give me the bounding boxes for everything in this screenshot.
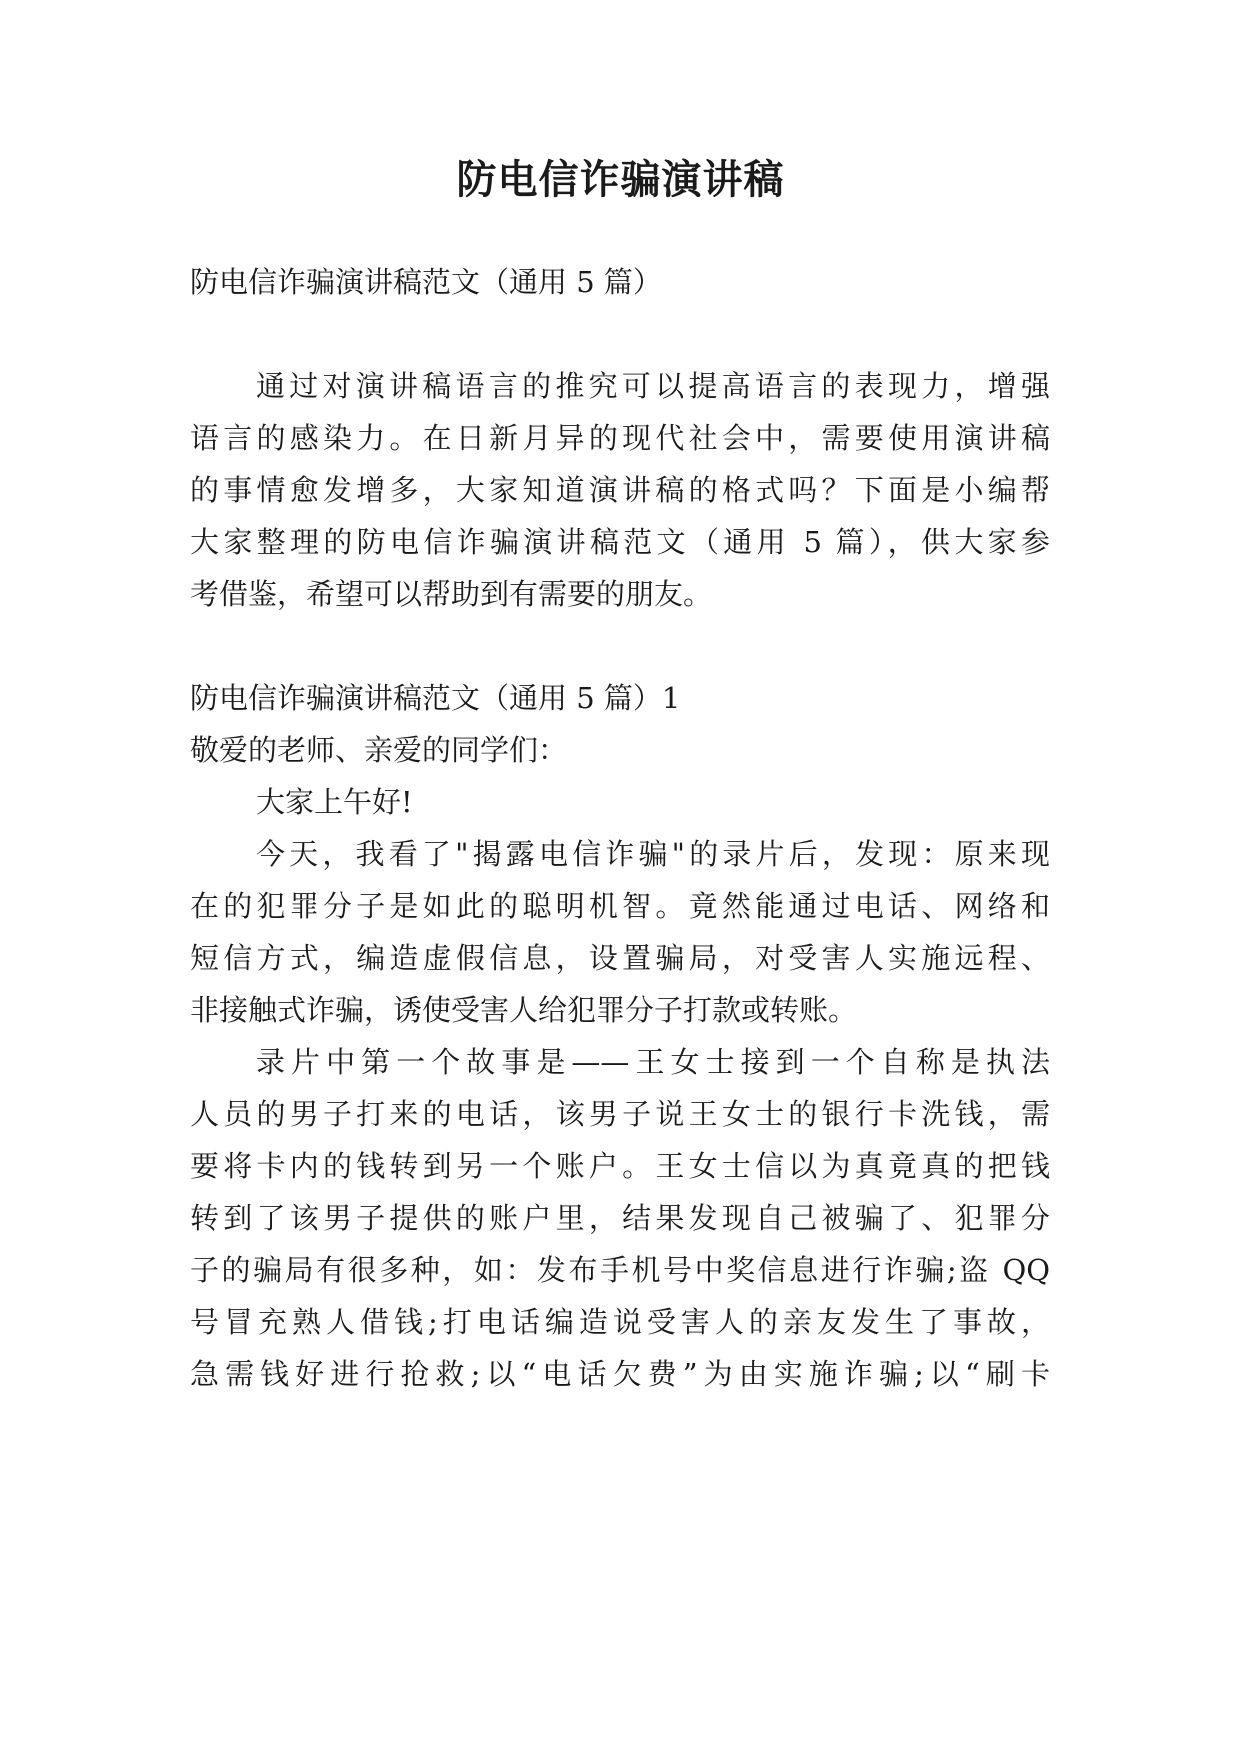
paragraph-line: 人员的男子打来的电话，该男子说王女士的银行卡洗钱，需 xyxy=(190,1097,1050,1131)
greeting: 大家上午好! xyxy=(256,785,413,819)
paragraph-line: 短信方式，编造虚假信息，设置骗局，对受害人实施远程、 xyxy=(190,941,1050,975)
intro-line: 语言的感染力。在日新月异的现代社会中，需要使用演讲稿 xyxy=(190,421,1050,455)
document-subtitle: 防电信诈骗演讲稿范文（通用 5 篇） xyxy=(190,265,662,299)
section-heading: 防电信诈骗演讲稿范文（通用 5 篇）1 xyxy=(190,681,681,715)
paragraph-line: 急需钱好进行抢救;以“电话欠费”为由实施诈骗;以“刷卡 xyxy=(190,1357,1050,1391)
paragraph-line: 子的骗局有很多种，如：发布手机号中奖信息进行诈骗;盗 QQ xyxy=(190,1253,1050,1287)
salutation: 敬爱的老师、亲爱的同学们： xyxy=(190,733,568,767)
intro-line: 通过对演讲稿语言的推究可以提高语言的表现力，增强 xyxy=(256,369,1050,403)
intro-line: 大家整理的防电信诈骗演讲稿范文（通用 5 篇），供大家参 xyxy=(190,525,1050,559)
paragraph-line: 号冒充熟人借钱;打电话编造说受害人的亲友发生了事故， xyxy=(190,1305,1050,1339)
intro-line: 考借鉴，希望可以帮助到有需要的朋友。 xyxy=(190,577,713,611)
paragraph-line: 要将卡内的钱转到另一个账户。王女士信以为真竟真的把钱 xyxy=(190,1149,1050,1183)
intro-line: 的事情愈发增多，大家知道演讲稿的格式吗？下面是小编帮 xyxy=(190,473,1050,507)
paragraph-line: 在的犯罪分子是如此的聪明机智。竟然能通过电话、网络和 xyxy=(190,889,1050,923)
document-title: 防电信诈骗演讲稿 xyxy=(456,156,785,203)
paragraph-line: 非接触式诈骗，诱使受害人给犯罪分子打款或转账。 xyxy=(190,993,858,1027)
paragraph-line: 今天，我看了"揭露电信诈骗"的录片后，发现：原来现 xyxy=(256,837,1050,871)
paragraph-line: 转到了该男子提供的账户里，结果发现自己被骗了、犯罪分 xyxy=(190,1201,1050,1235)
paragraph-line: 录片中第一个故事是——王女士接到一个自称是执法 xyxy=(256,1045,1050,1079)
